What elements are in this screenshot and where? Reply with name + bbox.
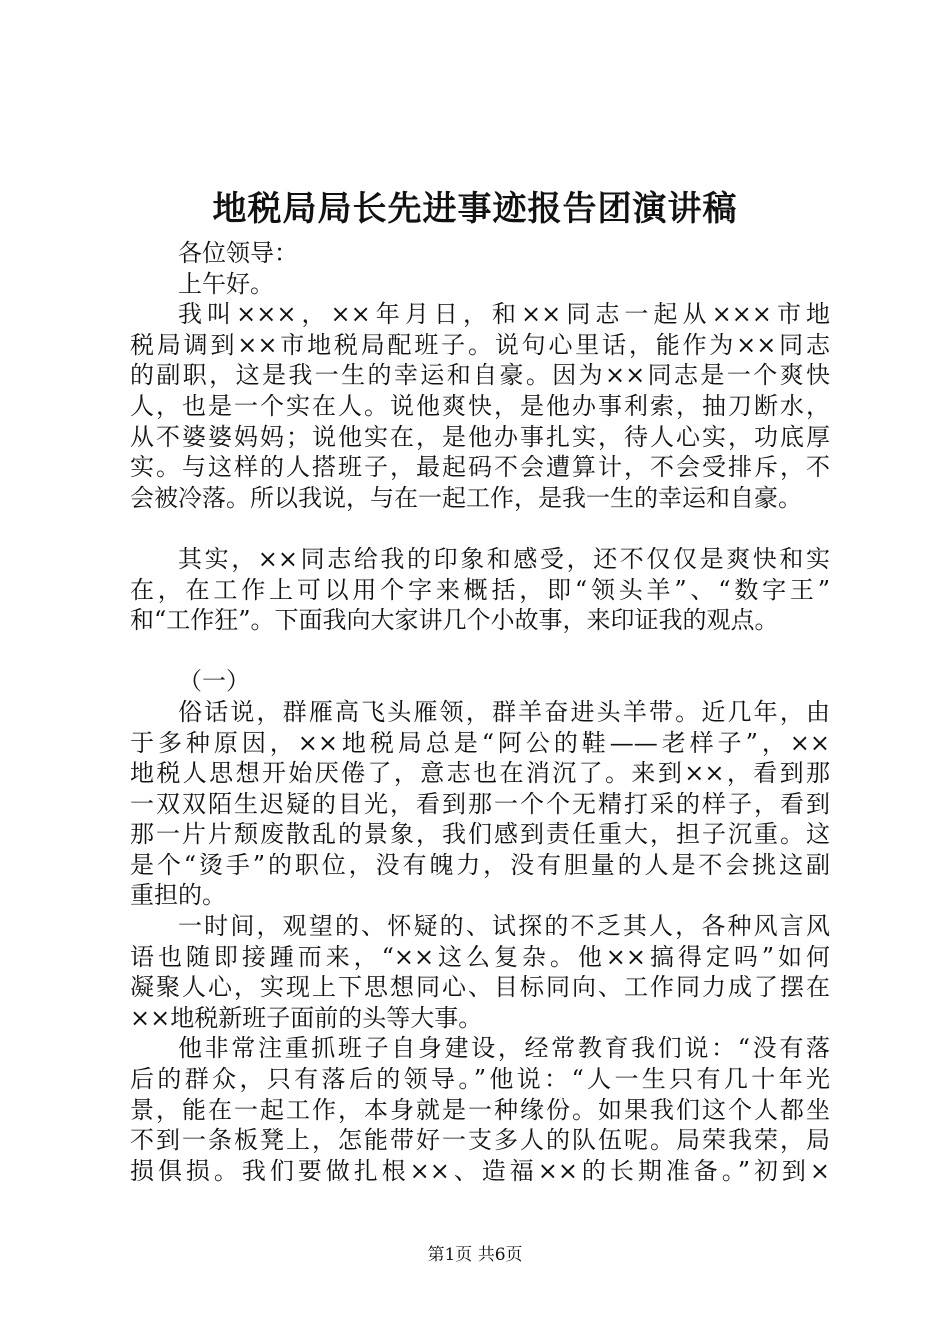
text-line: 各位领导：: [178, 239, 298, 267]
text-line: 那一片片颓废散乱的景象，我们感到责任重大，担子沉重。这: [130, 820, 830, 849]
text-line: 税局调到××市地税局配班子。说句心里话，能作为××同志: [130, 330, 830, 359]
text-line: 他非常注重抓班子自身建设，经常教育我们说：“没有落: [178, 1034, 830, 1063]
text-line: ××地税新班子面前的头等大事。: [130, 1003, 483, 1032]
text-line: 损俱损。我们要做扎根××、造福××的长期准备。”初到×: [130, 1156, 830, 1185]
text-line: 俗话说，群雁高飞头雁领，群羊奋进头羊带。近几年，由: [178, 697, 830, 726]
text-line: 我叫×××，××年月日，和××同志一起从×××市地: [178, 300, 830, 329]
paragraph-gap: [130, 513, 830, 544]
text-line: 的副职，这是我一生的幸运和自豪。因为××同志是一个爽快: [130, 361, 830, 390]
text-line: 语也随即接踵而来，“××这么复杂。他××搞得定吗”如何: [130, 942, 830, 971]
text-line: 从不婆婆妈妈；说他实在，是他办事扎实，待人心实，功底厚: [130, 422, 830, 451]
page-footer: 第1页 共6页: [427, 1245, 523, 1265]
text-line: 一双双陌生迟疑的目光，看到那一个个无精打采的样子，看到: [130, 789, 830, 818]
text-line: 后的群众，只有落后的领导。”他说：“人一生只有几十年光: [130, 1065, 830, 1094]
text-line: 在，在工作上可以用个字来概括，即“领头羊”、“数字王”: [130, 575, 830, 604]
text-line: 实。与这样的人搭班子，最起码不会遭算计，不会受排斥，不: [130, 453, 830, 482]
text-line: 和“工作狂”。下面我向大家讲几个小故事，来印证我的观点。: [130, 606, 779, 635]
text-line: 上午好。: [178, 269, 274, 298]
text-line: （一）: [178, 667, 250, 696]
text-line: 会被冷落。所以我说，与在一起工作，是我一生的幸运和自豪。: [130, 483, 802, 512]
text-line: 人，也是一个实在人。说他爽快，是他办事利索，抽刀断水，: [130, 391, 830, 420]
document-title: 地税局局长先进事迹报告团演讲稿: [212, 189, 738, 229]
text-line: 重担的。: [130, 881, 226, 910]
text-line: 凝聚人心，实现上下思想同心、目标同向、工作同力成了摆在: [130, 973, 830, 1002]
document-body: [130, 238, 830, 1186]
text-line: 一时间，观望的、怀疑的、试探的不乏其人，各种风言风: [178, 912, 830, 941]
text-line: 是个“烫手”的职位，没有魄力，没有胆量的人是不会挑这副: [130, 850, 830, 879]
text-line: 不到一条板凳上，怎能带好一支多人的队伍呢。局荣我荣，局: [130, 1126, 830, 1155]
text-line: 景，能在一起工作，本身就是一种缘份。如果我们这个人都坐: [130, 1095, 830, 1124]
text-line: 其实，××同志给我的印象和感受，还不仅仅是爽快和实: [178, 544, 830, 573]
paragraph-gap: [130, 636, 830, 667]
text-line: 地税人思想开始厌倦了，意志也在消沉了。来到××，看到那: [130, 759, 830, 788]
text-line: 于多种原因，××地税局总是“阿公的鞋——老样子”，××: [130, 728, 830, 757]
